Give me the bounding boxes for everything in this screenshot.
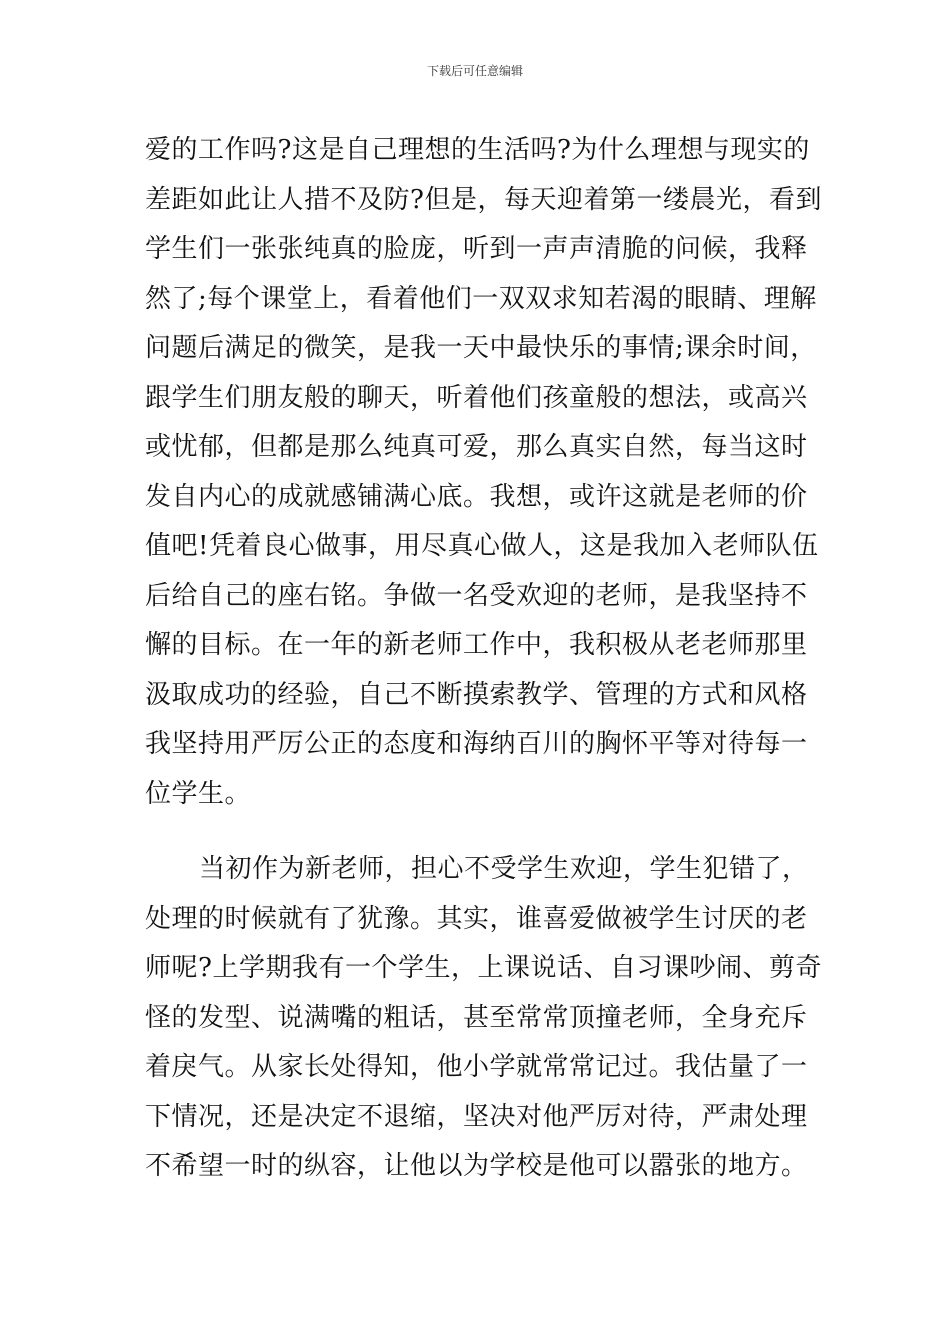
paragraph-1 bbox=[145, 126, 822, 819]
text-line: 学生们一张张纯真的脸庞，听到一声声清脆的问候，我释 bbox=[145, 234, 808, 264]
text-line: 当初作为新老师，担心不受学生欢迎，学生犯错了， bbox=[199, 854, 809, 884]
text-line: 位学生。 bbox=[145, 778, 252, 809]
text-line: 问题后满足的微笑，是我一天中最快乐的事情;课余时间， bbox=[145, 333, 817, 363]
text-line: 或忧郁，但都是那么纯真可爱，那么真实自然，每当这时 bbox=[145, 432, 808, 462]
paragraph-2 bbox=[145, 845, 822, 1192]
text-line: 着戾气。从家长处得知，他小学就常常记过。我估量了一 bbox=[145, 1052, 808, 1082]
text-line: 不希望一时的纵容，让他以为学校是他可以嚣张的地方。 bbox=[145, 1151, 808, 1181]
text-line: 师呢?上学期我有一个学生，上课说话、自习课吵闹、剪奇 bbox=[145, 953, 822, 983]
text-line: 怪的发型、说满嘴的粗话，甚至常常顶撞老师，全身充斥 bbox=[145, 1002, 808, 1033]
text-line: 懈的目标。在一年的新老师工作中，我积极从老老师那里 bbox=[145, 630, 808, 660]
text-line: 发自内心的成就感铺满心底。我想，或许这就是老师的价 bbox=[145, 481, 808, 512]
text-line: 我坚持用严厉公正的态度和海纳百川的胸怀平等对待每一 bbox=[145, 729, 808, 759]
text-line: 汲取成功的经验，自己不断摸索教学、管理的方式和风格 bbox=[145, 679, 808, 710]
text-line: 后给自己的座右铭。争做一名受欢迎的老师，是我坚持不 bbox=[145, 580, 808, 611]
text-line: 处理的时候就有了犹豫。其实，谁喜爱做被学生讨厌的老 bbox=[145, 903, 808, 934]
text-line: 差距如此让人措不及防?但是，每天迎着第一缕晨光，看到 bbox=[145, 184, 822, 215]
text-line: 然了;每个课堂上，看着他们一双双求知若渴的眼睛、理解 bbox=[145, 283, 817, 314]
page-header: 下载后可任意编辑 bbox=[426, 64, 523, 78]
text-line: 跟学生们朋友般的聊天，听着他们孩童般的想法，或高兴 bbox=[145, 382, 808, 413]
text-line: 值吧!凭着良心做事，用尽真心做人，这是我加入老师队伍 bbox=[145, 531, 819, 561]
text-line: 下情况，还是决定不退缩，坚决对他严厉对待，严肃处理 bbox=[145, 1101, 808, 1132]
text-line: 爱的工作吗?这是自己理想的生活吗?为什么理想与现实的 bbox=[145, 135, 810, 165]
